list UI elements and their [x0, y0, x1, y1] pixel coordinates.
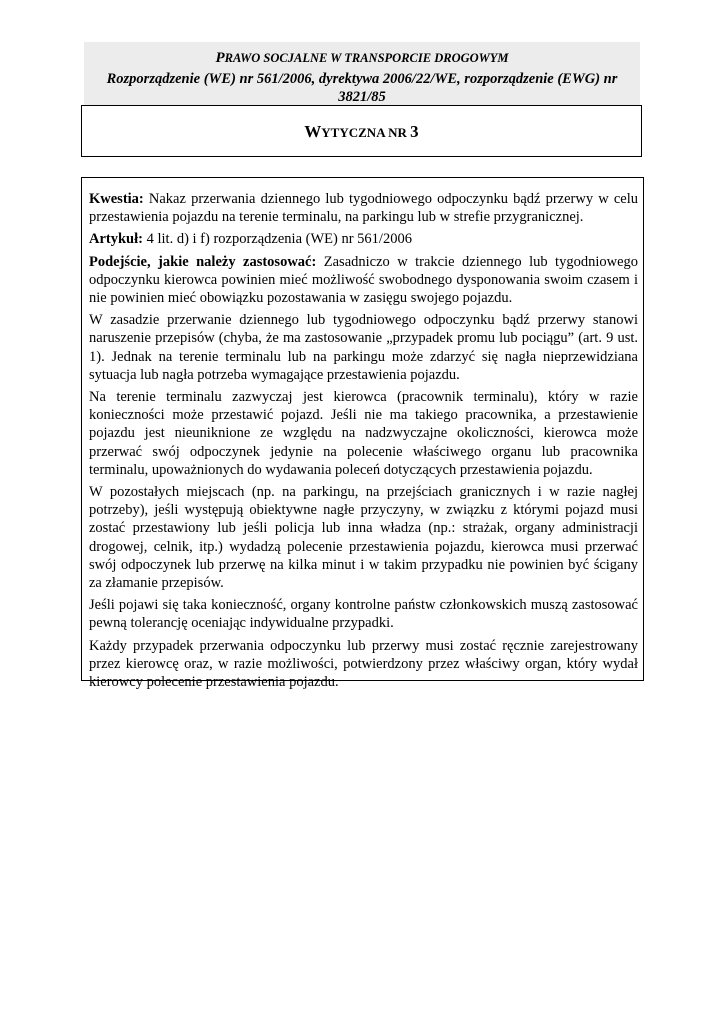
- guideline-title-box: [81, 105, 642, 157]
- approach-paragraph: [89, 253, 638, 308]
- recording-paragraph: Każdy przypadek przerwania odpoczynku lub przerwy musi zostać ręcznie zarejestrowany przez kierowcę oraz, w razie możliwości, potwierdzony przez właściwy organ, który wydał kierowcy polecenie przestawienia pojazdu.: [89, 637, 638, 691]
- article-label: Artykuł:: [89, 231, 143, 248]
- guideline-title: [82, 123, 641, 142]
- regulation-reference: Rozporządzenie (WE) nr 561/2006, dyrektywa 2006/22/WE, rozporządzenie (EWG) nr 3821/85: [106, 71, 618, 105]
- other-places-paragraph: W pozostałych miejscach (np. na parkingu, na przejściach granicznych i w razie nagłej potrzeby), jeśli występują obiektywne nagłe przyczyny, w związku z którymi pojazd musi zostać przestawiony lub jeśli policja lub inna władza (np.: strażak, organy administracji drogowej, celnik, itp.) wydadzą polecenie przestawienia pojazdu, kierowca musi przerwać swój odpoczynek lub przerwę na kilka minut i w takim przypadku nie powinien być ścigany za złamanie przepisów.: [89, 484, 638, 592]
- series-title-initial: P: [215, 50, 225, 66]
- article-text: 4 lit. d) i f) rozporządzenia (WE) nr 561/2006: [142, 231, 412, 248]
- series-title-rest: RAWO SOCJALNE W TRANSPORCIE DROGOWYM: [224, 51, 509, 65]
- terminal-paragraph: Na terenie terminalu zazwyczaj jest kierowca (pracownik terminalu), który w razie konieczności może przestawić pojazd. Jeśli nie ma takiego pracownika, a przestawienie pojazdu jest nieuniknione ze względu na nadzwyczajne okoliczności, kierowca może przerwać swój odpoczynek jedynie na polecenie właściwego organu lub pracownika terminalu, upoważnionych do wydawania poleceń dotyczących przestawienia pojazdu.: [89, 389, 638, 478]
- article-paragraph: [89, 230, 638, 248]
- guideline-title-rest: YTYCZNA NR: [321, 125, 407, 140]
- issue-label: Kwestia:: [89, 191, 144, 207]
- principle-paragraph: W zasadzie przerwanie dziennego lub tygodniowego odpoczynku bądź przerwy stanowi naruszenie przepisów (chyba, że ma zastosowanie „przypadek promu lub pociągu” (art. 9 ust. 1). Jednak na terenie terminalu lub na parkingu może zdarzyć się nagła nieprzewidziana sytuacja lub nagła potrzeba wymagające przestawienia pojazdu.: [89, 312, 638, 383]
- issue-text: Nakaz przerwania dziennego lub tygodniowego odpoczynku bądź przerwy w celu przestawienia pojazdu na terenie terminalu, na parkingu lub w strefie przygranicznej.: [89, 191, 638, 226]
- guideline-title-initial: W: [304, 122, 322, 141]
- guideline-number: 3: [410, 122, 419, 141]
- issue-paragraph: [89, 190, 638, 226]
- approach-text: Zasadniczo w trakcie dziennego lub tygodniowego odpoczynku kierowca powinien mieć możliwość swobodnego dysponowania swoim czasem i nie powinien mieć obowiązku pozostawania w zasięgu swojego pojazdu.: [89, 253, 639, 307]
- document-series-title: [84, 51, 640, 66]
- tolerance-paragraph: Jeśli pojawi się taka konieczność, organy kontrolne państw członkowskich muszą zastosować pewną tolerancję oceniając indywidualne przypadki.: [89, 597, 638, 632]
- approach-label: Podejście, jakie należy zastosować:: [89, 253, 317, 270]
- guideline-content: [81, 177, 644, 691]
